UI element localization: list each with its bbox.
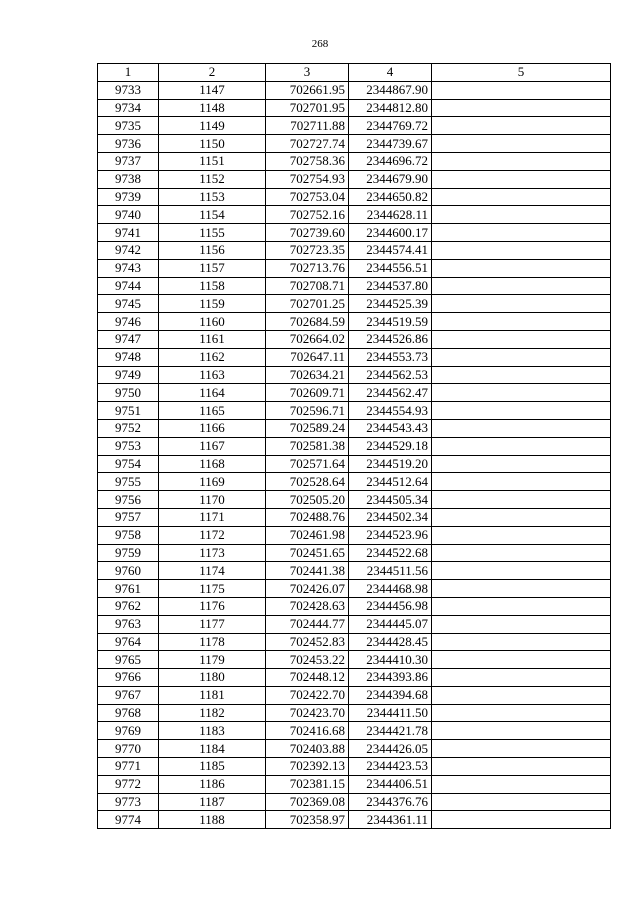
table-cell-col-3: 702444.77	[266, 615, 349, 633]
table-cell-col-4: 2344562.47	[349, 384, 432, 402]
column-header-1: 1	[98, 64, 159, 82]
table-row	[98, 170, 611, 188]
table-cell-col-3: 702596.71	[266, 402, 349, 420]
table-cell-col-5	[432, 241, 611, 259]
table-cell-col-3: 702727.74	[266, 135, 349, 153]
column-header-3: 3	[266, 64, 349, 82]
table-cell-col-3: 702664.02	[266, 330, 349, 348]
table-cell-col-3: 702452.83	[266, 633, 349, 651]
table-cell-col-5	[432, 295, 611, 313]
table-cell-col-4: 2344423.53	[349, 758, 432, 776]
table-cell-col-5	[432, 491, 611, 509]
table-row	[98, 686, 611, 704]
table-cell-col-4: 2344428.45	[349, 633, 432, 651]
table-cell-col-2: 1170	[159, 491, 266, 509]
table-cell-col-5	[432, 775, 611, 793]
table-row	[98, 99, 611, 117]
table-row	[98, 793, 611, 811]
table-cell-col-2: 1160	[159, 313, 266, 331]
table-cell-col-5	[432, 99, 611, 117]
table-cell-col-1: 9744	[98, 277, 159, 295]
table-cell-col-3: 702647.11	[266, 348, 349, 366]
table-row	[98, 526, 611, 544]
table-cell-col-5	[432, 544, 611, 562]
table-cell-col-5	[432, 277, 611, 295]
table-cell-col-5	[432, 366, 611, 384]
table-cell-col-5	[432, 117, 611, 135]
table-row	[98, 704, 611, 722]
column-header-2: 2	[159, 64, 266, 82]
table-cell-col-1: 9772	[98, 775, 159, 793]
table-cell-col-1: 9742	[98, 241, 159, 259]
table-cell-col-3: 702723.35	[266, 241, 349, 259]
table-cell-col-2: 1178	[159, 633, 266, 651]
table-cell-col-2: 1175	[159, 580, 266, 598]
table-cell-col-2: 1172	[159, 526, 266, 544]
table-cell-col-5	[432, 348, 611, 366]
table-cell-col-2: 1179	[159, 651, 266, 669]
table-cell-col-4: 2344394.68	[349, 686, 432, 704]
table-cell-col-4: 2344468.98	[349, 580, 432, 598]
table-row	[98, 597, 611, 615]
table-cell-col-4: 2344445.07	[349, 615, 432, 633]
table-cell-col-1: 9757	[98, 508, 159, 526]
table-cell-col-5	[432, 633, 611, 651]
table-row	[98, 277, 611, 295]
table-row	[98, 224, 611, 242]
table-cell-col-5	[432, 455, 611, 473]
table-cell-col-1: 9745	[98, 295, 159, 313]
table-cell-col-4: 2344505.34	[349, 491, 432, 509]
table-cell-col-4: 2344523.96	[349, 526, 432, 544]
table-cell-col-3: 702589.24	[266, 419, 349, 437]
table-cell-col-5	[432, 188, 611, 206]
table-cell-col-4: 2344519.59	[349, 313, 432, 331]
table-row	[98, 81, 611, 99]
table-row	[98, 580, 611, 598]
table-row	[98, 419, 611, 437]
table-cell-col-5	[432, 473, 611, 491]
table-cell-col-5	[432, 722, 611, 740]
table-cell-col-1: 9747	[98, 330, 159, 348]
table-cell-col-1: 9735	[98, 117, 159, 135]
table-cell-col-1: 9754	[98, 455, 159, 473]
table-cell-col-2: 1168	[159, 455, 266, 473]
table-cell-col-3: 702369.08	[266, 793, 349, 811]
table-cell-col-3: 702581.38	[266, 437, 349, 455]
table-cell-col-2: 1186	[159, 775, 266, 793]
table-cell-col-1: 9738	[98, 170, 159, 188]
table-cell-col-5	[432, 615, 611, 633]
table-cell-col-1: 9750	[98, 384, 159, 402]
table-cell-col-1: 9746	[98, 313, 159, 331]
table-cell-col-5	[432, 562, 611, 580]
table-cell-col-1: 9756	[98, 491, 159, 509]
table-cell-col-4: 2344574.41	[349, 241, 432, 259]
table-cell-col-5	[432, 170, 611, 188]
table-cell-col-2: 1176	[159, 597, 266, 615]
table-cell-col-5	[432, 206, 611, 224]
table-cell-col-1: 9751	[98, 402, 159, 420]
table-cell-col-5	[432, 651, 611, 669]
table-cell-col-2: 1171	[159, 508, 266, 526]
table-cell-col-2: 1147	[159, 81, 266, 99]
table-cell-col-5	[432, 419, 611, 437]
table-cell-col-3: 702358.97	[266, 811, 349, 829]
table-cell-col-5	[432, 580, 611, 598]
table-cell-col-1: 9760	[98, 562, 159, 580]
table-cell-col-2: 1180	[159, 669, 266, 687]
table-cell-col-1: 9764	[98, 633, 159, 651]
table-cell-col-5	[432, 437, 611, 455]
table-cell-col-4: 2344502.34	[349, 508, 432, 526]
table-cell-col-5	[432, 81, 611, 99]
table-row	[98, 402, 611, 420]
table-cell-col-2: 1169	[159, 473, 266, 491]
table-cell-col-2: 1153	[159, 188, 266, 206]
table-cell-col-1: 9740	[98, 206, 159, 224]
table-row	[98, 544, 611, 562]
table-cell-col-1: 9755	[98, 473, 159, 491]
table-cell-col-1: 9770	[98, 740, 159, 758]
table-cell-col-3: 702684.59	[266, 313, 349, 331]
table-body	[98, 81, 611, 828]
table-cell-col-1: 9736	[98, 135, 159, 153]
table-cell-col-4: 2344769.72	[349, 117, 432, 135]
table-cell-col-4: 2344812.80	[349, 99, 432, 117]
table-cell-col-5	[432, 152, 611, 170]
table-row	[98, 651, 611, 669]
table-cell-col-3: 702753.04	[266, 188, 349, 206]
table-row	[98, 384, 611, 402]
table-cell-col-4: 2344529.18	[349, 437, 432, 455]
table-cell-col-2: 1150	[159, 135, 266, 153]
table-cell-col-4: 2344519.20	[349, 455, 432, 473]
table-cell-col-1: 9762	[98, 597, 159, 615]
page-number: 268	[311, 38, 329, 50]
table-cell-col-2: 1151	[159, 152, 266, 170]
table-cell-col-3: 702711.88	[266, 117, 349, 135]
table-cell-col-3: 702381.15	[266, 775, 349, 793]
table-row	[98, 330, 611, 348]
table-cell-col-2: 1177	[159, 615, 266, 633]
table-cell-col-2: 1154	[159, 206, 266, 224]
table-cell-col-2: 1162	[159, 348, 266, 366]
table-cell-col-4: 2344554.93	[349, 402, 432, 420]
table-cell-col-5	[432, 669, 611, 687]
table-cell-col-4: 2344406.51	[349, 775, 432, 793]
table-cell-col-5	[432, 313, 611, 331]
table-row	[98, 366, 611, 384]
table-cell-col-1: 9763	[98, 615, 159, 633]
table-cell-col-4: 2344410.30	[349, 651, 432, 669]
table-cell-col-3: 702441.38	[266, 562, 349, 580]
table-cell-col-4: 2344411.50	[349, 704, 432, 722]
table-cell-col-3: 702708.71	[266, 277, 349, 295]
table-cell-col-3: 702713.76	[266, 259, 349, 277]
table-cell-col-1: 9759	[98, 544, 159, 562]
table-row	[98, 722, 611, 740]
table-cell-col-3: 702416.68	[266, 722, 349, 740]
table-cell-col-4: 2344739.67	[349, 135, 432, 153]
table-row	[98, 135, 611, 153]
table-cell-col-1: 9758	[98, 526, 159, 544]
table-cell-col-2: 1165	[159, 402, 266, 420]
table-cell-col-3: 702758.36	[266, 152, 349, 170]
table-cell-col-4: 2344426.05	[349, 740, 432, 758]
table-cell-col-3: 702739.60	[266, 224, 349, 242]
table-row	[98, 259, 611, 277]
table-cell-col-3: 702403.88	[266, 740, 349, 758]
table-cell-col-1: 9765	[98, 651, 159, 669]
table-row	[98, 117, 611, 135]
table-cell-col-2: 1187	[159, 793, 266, 811]
table-cell-col-4: 2344543.43	[349, 419, 432, 437]
table-cell-col-2: 1173	[159, 544, 266, 562]
table-cell-col-2: 1161	[159, 330, 266, 348]
table-cell-col-3: 702661.95	[266, 81, 349, 99]
table-cell-col-5	[432, 384, 611, 402]
table-cell-col-3: 702571.64	[266, 455, 349, 473]
table-cell-col-4: 2344456.98	[349, 597, 432, 615]
table-row	[98, 669, 611, 687]
table-cell-col-4: 2344537.80	[349, 277, 432, 295]
table-row	[98, 508, 611, 526]
table-cell-col-4: 2344650.82	[349, 188, 432, 206]
table-cell-col-3: 702528.64	[266, 473, 349, 491]
table-cell-col-4: 2344696.72	[349, 152, 432, 170]
table-cell-col-2: 1166	[159, 419, 266, 437]
table-cell-col-3: 702392.13	[266, 758, 349, 776]
table-cell-col-1: 9773	[98, 793, 159, 811]
table-header-row	[98, 64, 611, 82]
table-row	[98, 206, 611, 224]
table-cell-col-2: 1155	[159, 224, 266, 242]
table-row	[98, 348, 611, 366]
table-cell-col-5	[432, 508, 611, 526]
table-cell-col-1: 9743	[98, 259, 159, 277]
table-cell-col-2: 1159	[159, 295, 266, 313]
table-cell-col-2: 1174	[159, 562, 266, 580]
table-cell-col-2: 1183	[159, 722, 266, 740]
table-row	[98, 633, 611, 651]
table-cell-col-2: 1184	[159, 740, 266, 758]
table-cell-col-4: 2344679.90	[349, 170, 432, 188]
table-cell-col-5	[432, 135, 611, 153]
table-cell-col-3: 702422.70	[266, 686, 349, 704]
table-cell-col-2: 1163	[159, 366, 266, 384]
column-header-5: 5	[432, 64, 611, 82]
table-row	[98, 241, 611, 259]
table-cell-col-2: 1167	[159, 437, 266, 455]
table-cell-col-5	[432, 224, 611, 242]
table-cell-col-4: 2344562.53	[349, 366, 432, 384]
table-cell-col-4: 2344525.39	[349, 295, 432, 313]
table-cell-col-1: 9739	[98, 188, 159, 206]
table-row	[98, 473, 611, 491]
coordinates-table	[97, 63, 611, 829]
table-row	[98, 775, 611, 793]
table-cell-col-5	[432, 526, 611, 544]
table-row	[98, 313, 611, 331]
table-cell-col-2: 1185	[159, 758, 266, 776]
table-cell-col-3: 702448.12	[266, 669, 349, 687]
table-cell-col-4: 2344361.11	[349, 811, 432, 829]
table-cell-col-1: 9741	[98, 224, 159, 242]
table-row	[98, 615, 611, 633]
table-cell-col-2: 1188	[159, 811, 266, 829]
table-cell-col-1: 9771	[98, 758, 159, 776]
table-cell-col-4: 2344522.68	[349, 544, 432, 562]
table-cell-col-3: 702423.70	[266, 704, 349, 722]
table-cell-col-2: 1158	[159, 277, 266, 295]
table-cell-col-4: 2344393.86	[349, 669, 432, 687]
table-cell-col-5	[432, 811, 611, 829]
table-cell-col-2: 1149	[159, 117, 266, 135]
table-cell-col-3: 702701.95	[266, 99, 349, 117]
table-row	[98, 758, 611, 776]
table-cell-col-5	[432, 704, 611, 722]
table-cell-col-5	[432, 740, 611, 758]
table-cell-col-4: 2344867.90	[349, 81, 432, 99]
table-cell-col-1: 9749	[98, 366, 159, 384]
table-row	[98, 811, 611, 829]
table-cell-col-3: 702701.25	[266, 295, 349, 313]
table-row	[98, 455, 611, 473]
table-cell-col-3: 702488.76	[266, 508, 349, 526]
table-cell-col-4: 2344512.64	[349, 473, 432, 491]
table-cell-col-4: 2344600.17	[349, 224, 432, 242]
table-cell-col-1: 9774	[98, 811, 159, 829]
table-cell-col-3: 702752.16	[266, 206, 349, 224]
table-cell-col-3: 702461.98	[266, 526, 349, 544]
table-cell-col-1: 9753	[98, 437, 159, 455]
table-cell-col-1: 9734	[98, 99, 159, 117]
table-cell-col-5	[432, 259, 611, 277]
table-row	[98, 295, 611, 313]
table-cell-col-4: 2344511.56	[349, 562, 432, 580]
table-cell-col-3: 702453.22	[266, 651, 349, 669]
table-cell-col-2: 1164	[159, 384, 266, 402]
table-cell-col-3: 702754.93	[266, 170, 349, 188]
table-cell-col-1: 9766	[98, 669, 159, 687]
table-cell-col-1: 9761	[98, 580, 159, 598]
table-cell-col-3: 702609.71	[266, 384, 349, 402]
table-cell-col-2: 1148	[159, 99, 266, 117]
table-row	[98, 491, 611, 509]
table-row	[98, 740, 611, 758]
table-cell-col-5	[432, 597, 611, 615]
table-cell-col-1: 9768	[98, 704, 159, 722]
table-row	[98, 152, 611, 170]
table-cell-col-5	[432, 793, 611, 811]
table-cell-col-4: 2344421.78	[349, 722, 432, 740]
table-cell-col-4: 2344553.73	[349, 348, 432, 366]
table-cell-col-5	[432, 758, 611, 776]
table-cell-col-3: 702451.65	[266, 544, 349, 562]
column-header-4: 4	[349, 64, 432, 82]
table-cell-col-5	[432, 330, 611, 348]
table-cell-col-3: 702505.20	[266, 491, 349, 509]
table-cell-col-4: 2344556.51	[349, 259, 432, 277]
table-cell-col-2: 1156	[159, 241, 266, 259]
table-cell-col-2: 1152	[159, 170, 266, 188]
table-cell-col-4: 2344526.86	[349, 330, 432, 348]
table-cell-col-5	[432, 402, 611, 420]
table-cell-col-1: 9767	[98, 686, 159, 704]
table-cell-col-1: 9752	[98, 419, 159, 437]
table-cell-col-1: 9733	[98, 81, 159, 99]
table-cell-col-2: 1182	[159, 704, 266, 722]
table-row	[98, 188, 611, 206]
table-cell-col-4: 2344376.76	[349, 793, 432, 811]
table-cell-col-1: 9769	[98, 722, 159, 740]
table-row	[98, 562, 611, 580]
table-cell-col-2: 1181	[159, 686, 266, 704]
table-cell-col-3: 702426.07	[266, 580, 349, 598]
table-cell-col-2: 1157	[159, 259, 266, 277]
table-cell-col-5	[432, 686, 611, 704]
table-cell-col-3: 702428.63	[266, 597, 349, 615]
table-cell-col-4: 2344628.11	[349, 206, 432, 224]
table-cell-col-1: 9737	[98, 152, 159, 170]
table-cell-col-1: 9748	[98, 348, 159, 366]
table-cell-col-3: 702634.21	[266, 366, 349, 384]
table-row	[98, 437, 611, 455]
